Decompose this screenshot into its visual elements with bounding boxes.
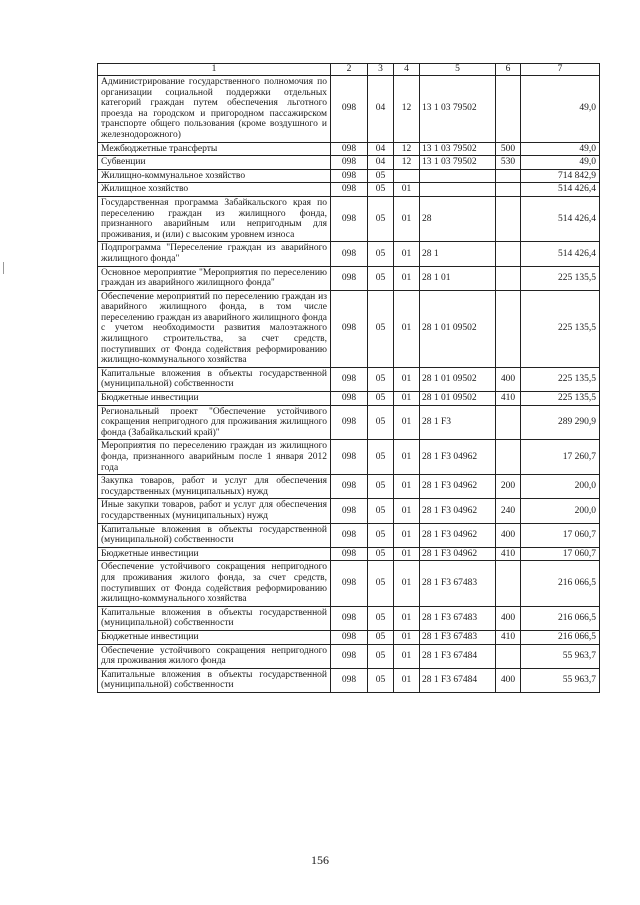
cell-amount: 225 135,5 [521,290,600,367]
cell-admin-code: 098 [331,290,368,367]
cell-section: 05 [368,392,394,406]
cell-admin-code: 098 [331,405,368,440]
cell-subsection: 01 [394,561,420,606]
cell-expense-type [496,644,521,668]
table-row [98,196,600,241]
cell-expense-type: 400 [496,523,521,547]
cell-amount: 55 963,7 [521,644,600,668]
cell-expense-type: 410 [496,630,521,644]
row-name: Администрирование государственного полномочия по организации социальной поддержки отдельных категорий граждан путем обеспечения льготного проезда на городском и пригородном пассажирском транспорте общего пользования (кроме воздушного и железнодорожного) [98,76,331,143]
table-row [98,392,600,406]
cell-target-article: 28 1 F3 04962 [420,523,496,547]
table-row [98,156,600,170]
cell-amount: 200,0 [521,499,600,523]
cell-subsection: 01 [394,266,420,290]
table-row [98,668,600,692]
cell-section: 05 [368,547,394,561]
cell-expense-type: 400 [496,668,521,692]
cell-target-article: 28 1 01 09502 [420,392,496,406]
cell-amount: 289 290,9 [521,405,600,440]
cell-target-article [420,183,496,197]
row-name: Капитальные вложения в объекты государственной (муниципальной) собственности [98,606,331,630]
cell-subsection: 12 [394,76,420,143]
cell-subsection: 01 [394,405,420,440]
cell-subsection [394,169,420,183]
cell-admin-code: 098 [331,367,368,391]
cell-section: 05 [368,196,394,241]
cell-expense-type [496,242,521,266]
cell-target-article: 13 1 03 79502 [420,142,496,156]
cell-admin-code: 098 [331,266,368,290]
cell-subsection: 01 [394,630,420,644]
table-row [98,630,600,644]
row-name: Бюджетные инвестиции [98,547,331,561]
table-row [98,169,600,183]
cell-target-article: 13 1 03 79502 [420,156,496,170]
cell-subsection: 12 [394,156,420,170]
table-row [98,183,600,197]
cell-amount: 514 426,4 [521,183,600,197]
cell-amount: 17 060,7 [521,547,600,561]
cell-admin-code: 098 [331,644,368,668]
cell-expense-type: 530 [496,156,521,170]
cell-subsection: 01 [394,290,420,367]
cell-amount: 49,0 [521,76,600,143]
cell-amount: 225 135,5 [521,266,600,290]
cell-amount: 17 060,7 [521,523,600,547]
cell-section: 04 [368,76,394,143]
cell-target-article: 28 [420,196,496,241]
cell-admin-code: 098 [331,561,368,606]
cell-target-article: 28 1 F3 67483 [420,606,496,630]
cell-admin-code: 098 [331,668,368,692]
cell-expense-type [496,561,521,606]
cell-target-article: 28 1 01 09502 [420,290,496,367]
cell-amount: 514 426,4 [521,242,600,266]
cell-expense-type [496,169,521,183]
cell-target-article: 28 1 F3 04962 [420,547,496,561]
table-row [98,266,600,290]
row-name: Иные закупки товаров, работ и услуг для обеспечения государственных (муниципальных) нужд [98,499,331,523]
cell-section: 05 [368,266,394,290]
cell-target-article: 28 1 F3 04962 [420,499,496,523]
cell-target-article: 28 1 F3 04962 [420,475,496,499]
cell-expense-type [496,183,521,197]
cell-admin-code: 098 [331,523,368,547]
cell-admin-code: 098 [331,156,368,170]
cell-target-article: 28 1 F3 [420,405,496,440]
col-header-3: 3 [368,64,394,76]
col-header-7: 7 [521,64,600,76]
col-header-1: 1 [98,64,331,76]
row-name: Капитальные вложения в объекты государственной (муниципальной) собственности [98,367,331,391]
cell-section: 05 [368,606,394,630]
row-name: Бюджетные инвестиции [98,392,331,406]
cell-admin-code: 098 [331,392,368,406]
table-row [98,547,600,561]
row-name: Капитальные вложения в объекты государственной (муниципальной) собственности [98,668,331,692]
table-row [98,367,600,391]
cell-section: 05 [368,475,394,499]
cell-section: 05 [368,169,394,183]
cell-expense-type: 400 [496,606,521,630]
cell-section: 05 [368,499,394,523]
cell-target-article: 28 1 F3 67483 [420,561,496,606]
table-row [98,440,600,475]
row-name: Обеспечение устойчивого сокращения непригодного для проживания жилого фонда [98,644,331,668]
cell-target-article: 28 1 F3 67484 [420,644,496,668]
cell-amount: 49,0 [521,142,600,156]
table-row [98,499,600,523]
row-name: Обеспечение мероприятий по переселению граждан из аварийного жилищного фонда, в том числе переселению граждан из аварийного жилищного фонда с учетом необходимости развития малоэтажного жилищного строительства, за счет средств, поступивших от Фонда содействия реформированию жилищно-коммунального хозяйства [98,290,331,367]
cell-expense-type [496,405,521,440]
table-row [98,561,600,606]
cell-amount: 216 066,5 [521,630,600,644]
header-row [98,64,600,76]
row-name: Жилищно-коммунальное хозяйство [98,169,331,183]
cell-subsection: 01 [394,367,420,391]
cell-target-article: 28 1 01 09502 [420,367,496,391]
cell-amount: 714 842,9 [521,169,600,183]
cell-subsection: 01 [394,523,420,547]
table-row [98,523,600,547]
cell-admin-code: 098 [331,475,368,499]
table-row [98,290,600,367]
cell-target-article: 28 1 F3 67483 [420,630,496,644]
cell-expense-type [496,196,521,241]
cell-section: 05 [368,523,394,547]
cell-amount: 225 135,5 [521,367,600,391]
cell-admin-code: 098 [331,196,368,241]
cell-target-article: 28 1 F3 67484 [420,668,496,692]
margin-mark [3,262,4,274]
cell-subsection: 01 [394,499,420,523]
cell-subsection: 01 [394,606,420,630]
cell-target-article: 28 1 01 [420,266,496,290]
table-row [98,475,600,499]
table-row [98,405,600,440]
cell-section: 04 [368,142,394,156]
cell-amount: 49,0 [521,156,600,170]
cell-subsection: 01 [394,668,420,692]
cell-expense-type [496,76,521,143]
table-row [98,242,600,266]
cell-admin-code: 098 [331,76,368,143]
cell-subsection: 01 [394,475,420,499]
table-row [98,142,600,156]
cell-expense-type: 200 [496,475,521,499]
cell-amount: 514 426,4 [521,196,600,241]
row-name: Основное мероприятие "Мероприятия по переселению граждан из аварийного жилищного фонда" [98,266,331,290]
budget-table [97,63,600,693]
row-name: Мероприятия по переселению граждан из жилищного фонда, признанного аварийным после 1 января 2012 года [98,440,331,475]
cell-subsection: 01 [394,392,420,406]
cell-admin-code: 098 [331,183,368,197]
cell-admin-code: 098 [331,630,368,644]
cell-admin-code: 098 [331,606,368,630]
cell-amount: 55 963,7 [521,668,600,692]
cell-target-article: 13 1 03 79502 [420,76,496,143]
table-body [98,64,600,693]
row-name: Государственная программа Забайкальского края по переселению граждан из жилищного фонда, признанного аварийным или непригодным для проживания, и (или) с высоким уровнем износа [98,196,331,241]
row-name: Жилищное хозяйство [98,183,331,197]
cell-expense-type [496,290,521,367]
cell-section: 05 [368,242,394,266]
cell-expense-type: 500 [496,142,521,156]
cell-section: 05 [368,630,394,644]
row-name: Субвенции [98,156,331,170]
page-number: 156 [311,853,329,867]
cell-amount: 216 066,5 [521,561,600,606]
cell-admin-code: 098 [331,499,368,523]
cell-amount: 225 135,5 [521,392,600,406]
cell-target-article: 28 1 F3 04962 [420,440,496,475]
cell-subsection: 01 [394,183,420,197]
row-name: Бюджетные инвестиции [98,630,331,644]
cell-expense-type: 410 [496,392,521,406]
row-name: Подпрограмма "Переселение граждан из аварийного жилищного фонда" [98,242,331,266]
cell-expense-type [496,440,521,475]
table-row [98,644,600,668]
cell-expense-type: 400 [496,367,521,391]
cell-section: 05 [368,668,394,692]
cell-section: 05 [368,367,394,391]
cell-target-article: 28 1 [420,242,496,266]
col-header-2: 2 [331,64,368,76]
row-name: Межбюджетные трансферты [98,142,331,156]
cell-subsection: 12 [394,142,420,156]
row-name: Обеспечение устойчивого сокращения непригодного для проживания жилого фонда, за счет средств, поступивших от Фонда содействия реформированию жилищно-коммунального хозяйства [98,561,331,606]
cell-expense-type [496,266,521,290]
row-name: Капитальные вложения в объекты государственной (муниципальной) собственности [98,523,331,547]
col-header-5: 5 [420,64,496,76]
cell-section: 05 [368,405,394,440]
table-row [98,606,600,630]
cell-section: 05 [368,440,394,475]
cell-section: 05 [368,561,394,606]
cell-target-article [420,169,496,183]
cell-admin-code: 098 [331,169,368,183]
cell-section: 04 [368,156,394,170]
cell-subsection: 01 [394,196,420,241]
col-header-6: 6 [496,64,521,76]
cell-expense-type: 410 [496,547,521,561]
cell-amount: 17 260,7 [521,440,600,475]
row-name: Закупка товаров, работ и услуг для обеспечения государственных (муниципальных) нужд [98,475,331,499]
table-row [98,76,600,143]
cell-section: 05 [368,644,394,668]
cell-amount: 200,0 [521,475,600,499]
cell-subsection: 01 [394,242,420,266]
cell-subsection: 01 [394,644,420,668]
cell-expense-type: 240 [496,499,521,523]
cell-admin-code: 098 [331,440,368,475]
row-name: Региональный проект "Обеспечение устойчивого сокращения непригодного для проживания жилищного фонда (Забайкальский край)" [98,405,331,440]
col-header-4: 4 [394,64,420,76]
cell-amount: 216 066,5 [521,606,600,630]
cell-admin-code: 098 [331,242,368,266]
cell-section: 05 [368,290,394,367]
cell-subsection: 01 [394,440,420,475]
cell-admin-code: 098 [331,547,368,561]
cell-section: 05 [368,183,394,197]
cell-admin-code: 098 [331,142,368,156]
cell-subsection: 01 [394,547,420,561]
